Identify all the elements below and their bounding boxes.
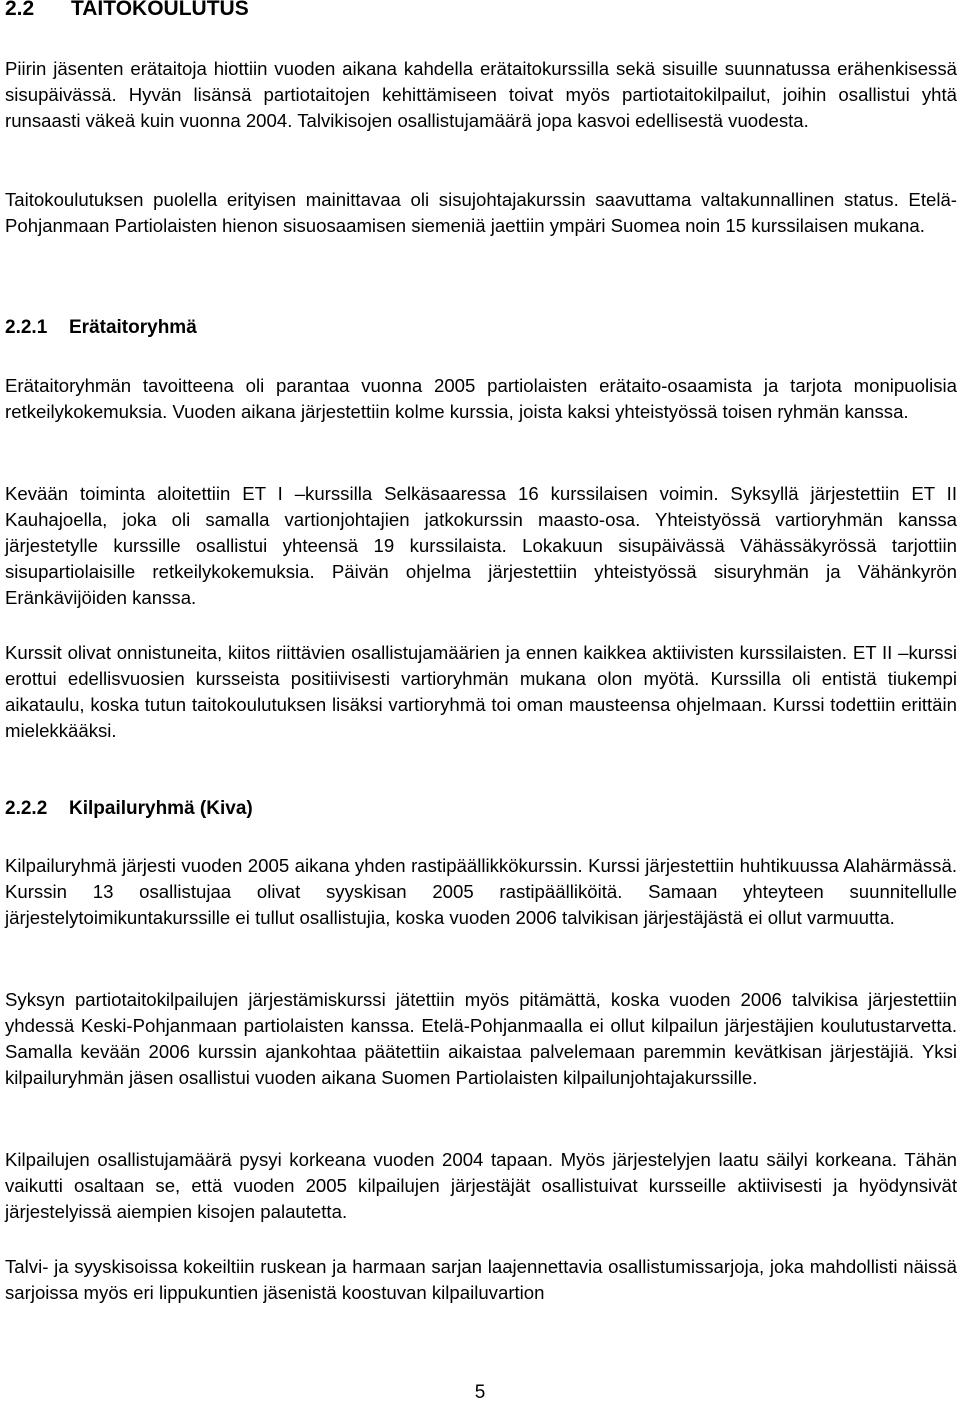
paragraph: Kurssit olivat onnistuneita, kiitos riittävien osallistujamäärien ja ennen kaikkea aktiivisten kurssilaisten. ET II –kurssi erottui edellisvuosien kursseista positiivisesti vartioryhmän mukana olon myötä. Kurssilla oli entistä tiukempi aikataulu, koska tutun taitokoulutuksen lisäksi vartioryhmä toi oman mausteensa ohjelmaan. Kurssi todettiin erittäin mielekkääksi. [5, 642, 957, 741]
paragraph: Piirin jäsenten erätaitoja hiottiin vuoden aikana kahdella erätaitokurssilla sekä sisuille suunnatussa erähenkisessä sisupäivässä. Hyvän lisänsä partiotaitojen kehittämiseen toivat myös partiotaitokilpailut, joihin osallistui yhtä runsaasti väkeä kuin vuonna 2004. Talvikisojen osallistujamäärä jopa kasvoi edellisestä vuodesta. [5, 58, 957, 131]
section-heading [5, 0, 249, 22]
subsection-number: 2.2.1 [5, 317, 48, 338]
page-number: 5 [474, 1382, 486, 1403]
paragraph: Kevään toiminta aloitettiin ET I –kurssilla Selkäsaaressa 16 kurssilaisen voimin. Syksyllä järjestettiin ET II Kauhajoella, joka oli samalla vartionjohtajien jatkokurssin maasto-osa. Yhteistyössä vartioryhmän kanssa järjestetylle kurssille osallistui yhteensä 19 kurssilaista. Lokakuun sisupäivässä Vähässäkyrössä tarjottiin sisupartiolaisille retkeilykokemuksia. Päivän ohjelma järjestettiin yhteistyössä sisuryhmän ja Vähänkyrön Eränkävijöiden kanssa. [5, 483, 957, 608]
subsection-heading [5, 797, 253, 821]
paragraph: Syksyn partiotaitokilpailujen järjestämiskurssi jätettiin myös pitämättä, koska vuoden 2006 talvikisa järjestettiin yhdessä Keski-Pohjanmaan partiolaisten kanssa. Etelä-Pohjanmaalla ei ollut kilpailun järjestäjien koulutustarvetta. Samalla kevään 2006 kurssin ajankohtaa päätettiin aikaistaa palvelemaan paremmin kevätkisan järjestäjiä. Yksi kilpailuryhmän jäsen osallistui vuoden aikana Suomen Partiolaisten kilpailunjohtajakurssille. [5, 989, 957, 1088]
paragraph: Kilpailujen osallistujamäärä pysyi korkeana vuoden 2004 tapaan. Myös järjestelyjen laatu säilyi korkeana. Tähän vaikutti osaltaan se, että vuoden 2005 kilpailujen järjestäjät osallistuivat kursseille aktiivisesti ja hyödynsivät järjestelyissä aiempien kisojen palautetta. [5, 1149, 957, 1222]
paragraph: Kilpailuryhmä järjesti vuoden 2005 aikana yhden rastipäällikkökurssin. Kurssi järjestettiin huhtikuussa Alahärmässä. Kurssin 13 osallistujaa olivat syyskisan 2005 rastipäälliköitä. Samaan yhteyteen suunnitellulle järjestelytoimikuntakurssille ei tullut osallistujia, koska vuoden 2006 talvikisan järjestäjästä ei ollut varmuutta. [5, 855, 957, 928]
subsection-heading [5, 316, 197, 340]
paragraph: Talvi- ja syyskisoissa kokeiltiin ruskean ja harmaan sarjan laajennettavia osallistumissarjoja, joka mahdollisti näissä sarjoissa myös eri lippukuntien jäsenistä koostuvan kilpailuvartion [5, 1256, 957, 1303]
paragraph: Taitokoulutuksen puolella erityisen mainittavaa oli sisujohtajakurssin saavuttama valtakunnallinen status. Etelä-Pohjanmaan Partiolaisten hienon sisuosaamisen siemeniä jaettiin ympäri Suomea noin 15 kurssilaisen mukana. [5, 189, 957, 236]
paragraph: Erätaitoryhmän tavoitteena oli parantaa vuonna 2005 partiolaisten erätaito-osaamista ja tarjota monipuolisia retkeilykokemuksia. Vuoden aikana järjestettiin kolme kurssia, joista kaksi yhteistyössä toisen ryhmän kanssa. [5, 375, 957, 422]
subsection-title: Kilpailuryhmä (Kiva) [69, 798, 253, 819]
section-title: TAITOKOULUTUS [71, 0, 249, 20]
subsection-number: 2.2.2 [5, 798, 48, 819]
subsection-title: Erätaitoryhmä [69, 317, 197, 338]
section-number: 2.2 [5, 0, 35, 20]
